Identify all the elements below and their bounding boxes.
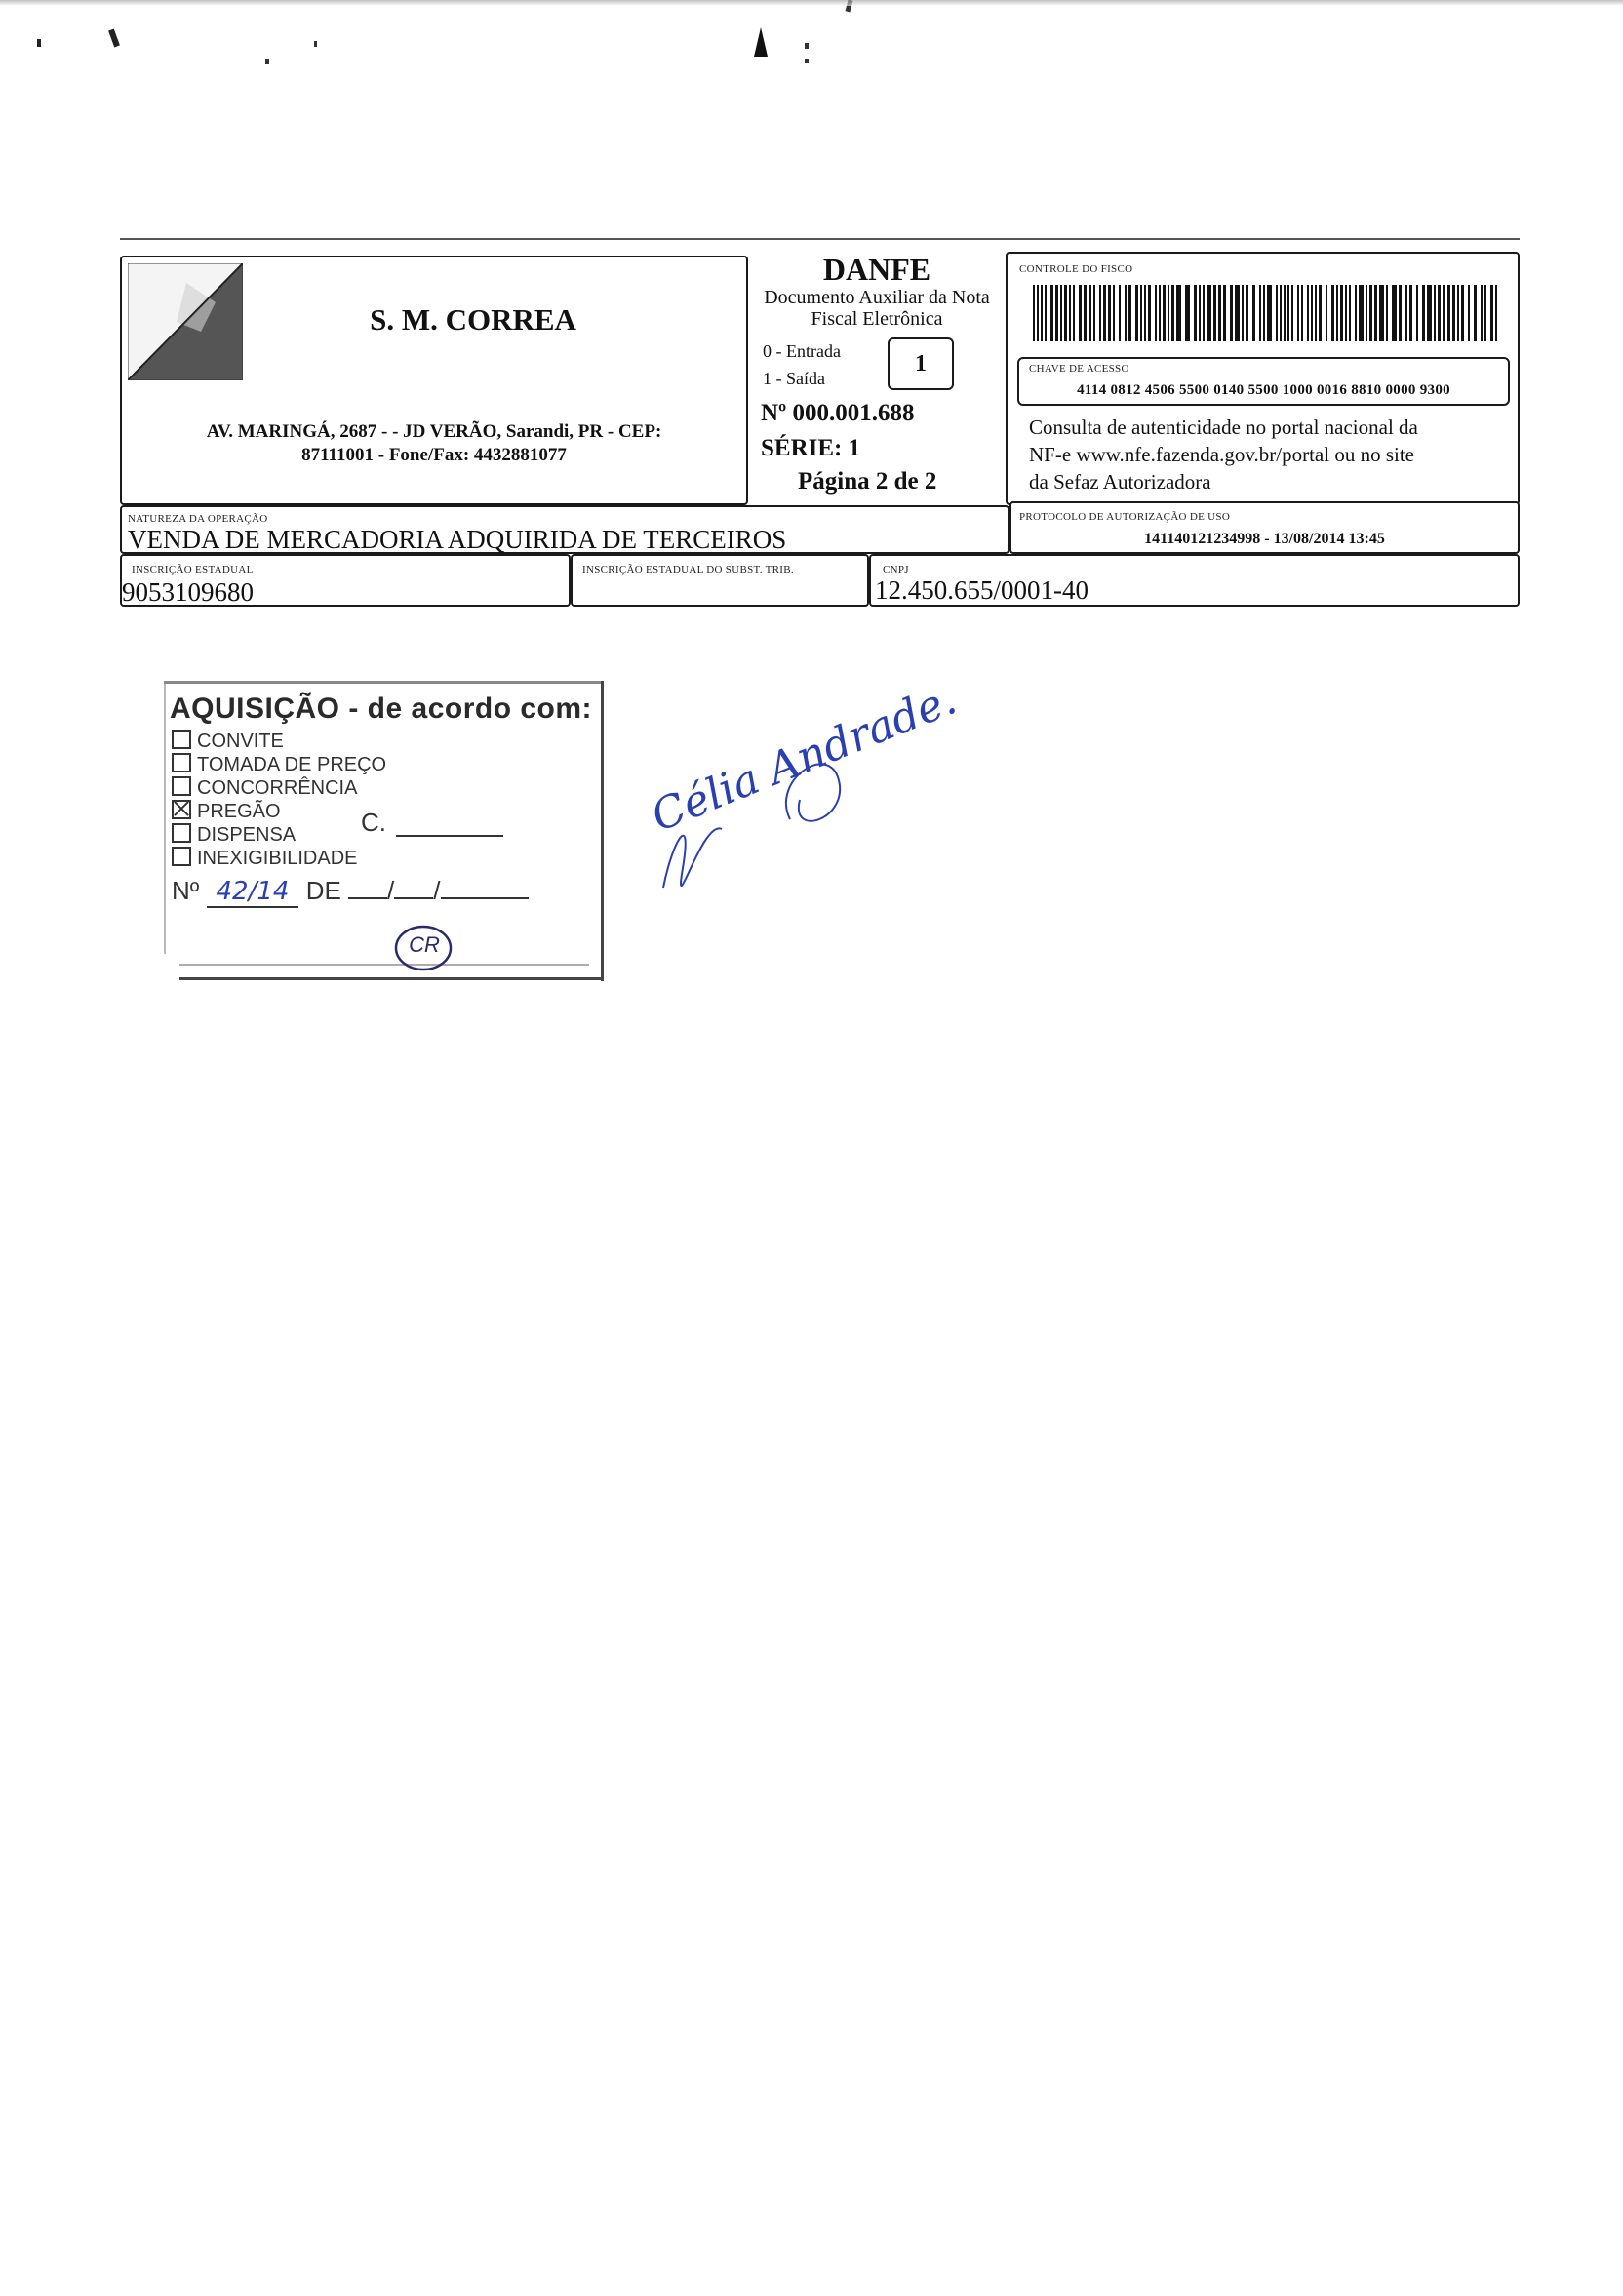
danfe-pagina: Página 2 de 2 [798, 468, 937, 495]
barcode-bar [1203, 285, 1205, 341]
barcode-bar [1207, 285, 1211, 341]
barcode-bar [1311, 285, 1313, 341]
natureza-operacao-box [120, 505, 1009, 554]
barcode-bar [1064, 285, 1067, 341]
signature [644, 674, 1014, 917]
barcode-bar [1168, 285, 1169, 341]
barcode-bar [1386, 285, 1388, 341]
barcode [1033, 285, 1499, 341]
stamp-numero-prefixo: Nº [172, 876, 200, 905]
barcode-bar [1481, 285, 1483, 341]
stamp-option-convite: CONVITE [172, 730, 386, 753]
inscricao-estadual-label: INSCRIÇÃO ESTADUAL [132, 564, 254, 575]
barcode-bar [1055, 285, 1058, 341]
barcode-bar [1252, 285, 1255, 341]
barcode-bar [1218, 285, 1221, 341]
barcode-bar [1276, 285, 1278, 341]
barcode-bar [1301, 285, 1303, 341]
stamp-de-label: DE [305, 876, 341, 905]
barcode-bar [1434, 285, 1436, 341]
barcode-bar [1340, 285, 1343, 341]
protocolo-label: PROTOCOLO DE AUTORIZAÇÃO DE USO [1019, 511, 1231, 523]
cnpj-box [869, 554, 1520, 607]
barcode-bar [1093, 285, 1095, 341]
stamp-option-inexigibilidade: INEXIGIBILIDADE [172, 847, 386, 870]
controle-fisco-box [1006, 252, 1520, 505]
barcode-bar [1259, 285, 1261, 341]
barcode-bar [1230, 285, 1233, 341]
emitente-box [120, 256, 748, 505]
barcode-bar [1050, 285, 1053, 341]
barcode-bar [1409, 285, 1412, 341]
barcode-bar [1307, 285, 1309, 341]
barcode-bar [1144, 285, 1146, 341]
danfe-tipo-value: 1 [915, 351, 927, 376]
barcode-bar [1125, 285, 1127, 341]
barcode-bar [1041, 285, 1043, 341]
barcode-bar [1319, 285, 1322, 341]
barcode-bar [1331, 285, 1334, 341]
consulta-linha1: Consulta de autenticidade no portal nacional da [1029, 416, 1418, 439]
checkbox-icon [172, 753, 191, 772]
stamp-numero-row: Nº 42/14 DE / / [172, 876, 529, 906]
barcode-bar [1159, 285, 1161, 341]
barcode-bar [1099, 285, 1101, 341]
barcode-bar [1045, 285, 1047, 341]
barcode-bar [1416, 285, 1418, 341]
barcode-bar [1438, 285, 1441, 341]
stamp-c-label: C. [361, 808, 386, 837]
barcode-bar [1280, 285, 1282, 341]
checkbox-icon [172, 730, 191, 749]
inscricao-estadual-box [120, 554, 571, 607]
barcode-bar [1140, 285, 1142, 341]
inscricao-subst-label: INSCRIÇÃO ESTADUAL DO SUBST. TRIB. [582, 564, 794, 575]
checkbox-icon [172, 776, 191, 796]
chave-acesso-box [1017, 357, 1510, 406]
barcode-bar [1287, 285, 1289, 341]
inscricao-subst-box [571, 554, 869, 607]
checked-checkbox-icon [172, 800, 191, 819]
aquisicao-stamp [156, 681, 611, 983]
barcode-bar [1349, 285, 1351, 341]
cnpj-label: CNPJ [883, 564, 909, 575]
barcode-bar [1474, 285, 1477, 341]
barcode-bar [1379, 285, 1384, 341]
chave-acesso-label: CHAVE DE ACESSO [1029, 363, 1129, 375]
barcode-bar [1242, 285, 1244, 341]
stamp-option-pregao: PREGÃO [172, 800, 386, 823]
barcode-bar [1128, 285, 1131, 341]
signature-text: Célia Andrade. [644, 674, 964, 842]
barcode-bar [1033, 285, 1035, 341]
barcode-bar [1108, 285, 1111, 341]
barcode-bar [1468, 285, 1470, 341]
protocolo-box [1009, 501, 1520, 554]
barcode-bar [1113, 285, 1115, 341]
danfe-block [749, 250, 1005, 505]
barcode-bar [1037, 285, 1039, 341]
stamp-rubrica-text: CR [409, 932, 440, 957]
controle-fisco-label: CONTROLE DO FISCO [1019, 263, 1133, 275]
barcode-bar [1366, 285, 1367, 341]
danfe-subtitle-line1: Documento Auxiliar da Nota [764, 287, 990, 308]
barcode-bar [1457, 285, 1459, 341]
barcode-bar [1185, 285, 1190, 341]
danfe-serie: SÉRIE: 1 [761, 435, 861, 461]
barcode-bar [1405, 285, 1407, 341]
barcode-bar [1495, 285, 1497, 341]
danfe-tipo-box [888, 337, 954, 390]
stamp-option-concorrencia: CONCORRÊNCIA [172, 776, 386, 800]
barcode-bar [1355, 285, 1357, 341]
cnpj-valor: 12.450.655/0001-40 [875, 575, 1089, 605]
barcode-bar [1060, 285, 1062, 341]
danfe-title: DANFE [822, 252, 931, 287]
company-logo [128, 263, 243, 380]
barcode-bar [1084, 285, 1087, 341]
barcode-bar [1246, 285, 1248, 341]
barcode-bar [1326, 285, 1327, 341]
chave-acesso-valor: 4114 0812 4506 5500 0140 5500 1000 0016 8810 0000 9300 [1077, 382, 1450, 398]
barcode-bar [1392, 285, 1397, 341]
barcode-bar [1490, 285, 1493, 341]
barcode-bar [1374, 285, 1377, 341]
barcode-bar [1148, 285, 1151, 341]
inscricao-estadual-valor: 9053109680 [122, 577, 254, 607]
consulta-linha2: NF-e www.nfe.fazenda.gov.br/portal ou no site [1029, 443, 1414, 466]
barcode-bar [1089, 285, 1091, 341]
stamp-c-line [396, 835, 503, 837]
barcode-bar [1073, 285, 1075, 341]
barcode-bar [1194, 285, 1197, 341]
emitente-endereco-linha2: 87111001 - Fone/Fax: 4432881077 [301, 445, 567, 465]
emitente-endereco-linha1: AV. MARINGÁ, 2687 - - JD VERÃO, Sarandi, PR - CEP: [206, 421, 662, 442]
barcode-bar [1461, 285, 1464, 341]
barcode-bar [1422, 285, 1425, 341]
barcode-bar [1235, 285, 1240, 341]
barcode-bar [1155, 285, 1157, 341]
barcode-bar [1484, 285, 1486, 341]
danfe-entrada: 0 - Entrada [763, 341, 841, 361]
natureza-operacao-valor: VENDA DE MERCADORIA ADQUIRIDA DE TERCEIROS [128, 525, 787, 554]
barcode-bar [1345, 285, 1347, 341]
stamp-options [172, 730, 386, 870]
barcode-bar [1135, 285, 1138, 341]
natureza-operacao-label: NATUREZA DA OPERAÇÃO [128, 513, 268, 525]
danfe-subtitle-line2: Fiscal Eletrônica [811, 308, 943, 330]
checkbox-icon [172, 847, 191, 866]
barcode-bar [1171, 285, 1174, 341]
barcode-bar [1079, 285, 1082, 341]
stamp-title: AQUISIÇÃO - de acordo com: [170, 693, 593, 725]
barcode-bar [1223, 285, 1226, 341]
emitente-nome: S. M. CORREA [370, 302, 576, 336]
barcode-bar [1297, 285, 1299, 341]
barcode-bar [1213, 285, 1216, 341]
stamp-option-tomada: TOMADA DE PREÇO [172, 753, 386, 776]
barcode-bar [1359, 285, 1364, 341]
stamp-rubrica [390, 921, 458, 975]
checkbox-icon [172, 823, 191, 843]
barcode-bar [1069, 285, 1071, 341]
barcode-bar [1103, 285, 1106, 341]
barcode-bar [1176, 285, 1181, 341]
protocolo-valor: 141140121234998 - 13/08/2014 13:45 [1144, 531, 1385, 547]
barcode-bar [1267, 285, 1272, 341]
stamp-option-dispensa: DISPENSA [172, 823, 386, 847]
barcode-bar [1336, 285, 1338, 341]
barcode-bar [1119, 285, 1121, 341]
barcode-bar [1452, 285, 1455, 341]
barcode-bar [1427, 285, 1432, 341]
barcode-bar [1399, 285, 1402, 341]
barcode-bar [1447, 285, 1450, 341]
danfe-saida: 1 - Saída [763, 369, 825, 388]
barcode-bar [1284, 285, 1286, 341]
barcode-bar [1291, 285, 1293, 341]
consulta-linha3: da Sefaz Autorizadora [1029, 470, 1211, 494]
barcode-bar [1263, 285, 1265, 341]
top-rule [120, 238, 1520, 240]
stamp-numero-valor: 42/14 [207, 877, 299, 908]
danfe-numero: Nº 000.001.688 [761, 400, 915, 426]
barcode-bar [1199, 285, 1201, 341]
barcode-bar [1443, 285, 1445, 341]
barcode-bar [1315, 285, 1317, 341]
barcode-bar [1163, 285, 1166, 341]
barcode-bar [1369, 285, 1372, 341]
scan-specks [0, 0, 1623, 78]
